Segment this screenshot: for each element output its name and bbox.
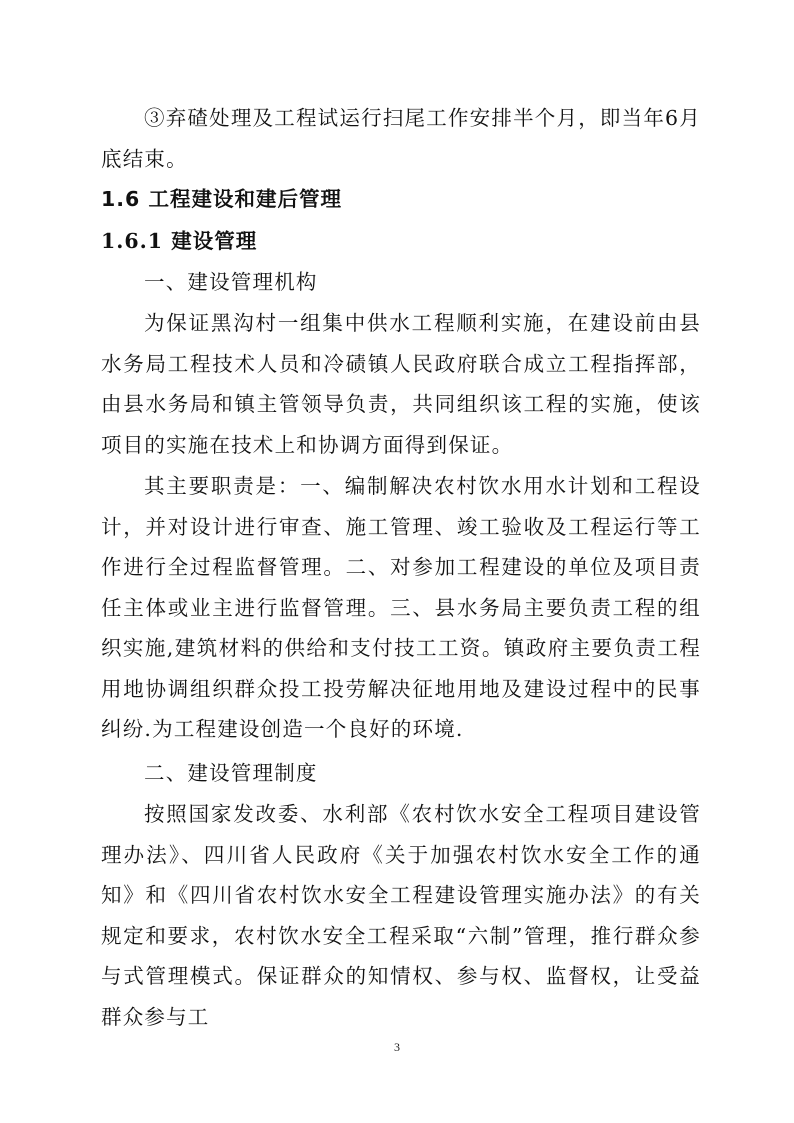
paragraph-system-title: 二、建设管理制度 <box>144 761 318 785</box>
paragraph-waste-disposal: ③弃碴处理及工程试运行扫尾工作安排半个月，即当年6月底结束。 <box>101 106 701 171</box>
paragraph-org-body: 为保证黑沟村一组集中供水工程顺利实施，在建设前由县水务局工程技术人员和冷碛镇人民政府联合成立工程指挥部，由县水务局和镇主管领导负责，共同组织该工程的实施，使该项目的实施在技术上和协调方面得到保证。 <box>101 311 701 457</box>
paragraph-org-title: 一、建设管理机构 <box>144 270 318 294</box>
subsection-heading: 1.6.1 建设管理 <box>101 229 258 253</box>
section-heading: 1.6 工程建设和建后管理 <box>101 187 342 211</box>
paragraph-duties: 其主要职责是：一、编制解决农村饮水用水计划和工程设计，并对设计进行审查、施工管理、竣工验收及工程运行等工作进行全过程监督管理。二、对参加工程建设的单位及项目责任主体或业主进行监督管理。三、县水务局主要负责工程的组织实施,建筑材料的供给和支付技工工资。镇政府主要负责工程用地协调组织群众投工投劳解决征地用地及建设过程中的民事纠纷.为工程建设创造一个良好的环境. <box>101 474 701 741</box>
paragraph-system-body: 按照国家发改委、水利部《农村饮水安全工程项目建设管理办法》、四川省人民政府《关于加强农村饮水安全工作的通知》和《四川省农村饮水安全工程建设管理实施办法》的有关规定和要求，农村饮水安全工程采取“六制”管理，推行群众参与式管理模式。保证群众的知情权、参与权、监督权，让受益群众参与工 <box>101 802 701 1029</box>
page-number: 3 <box>394 1040 400 1054</box>
